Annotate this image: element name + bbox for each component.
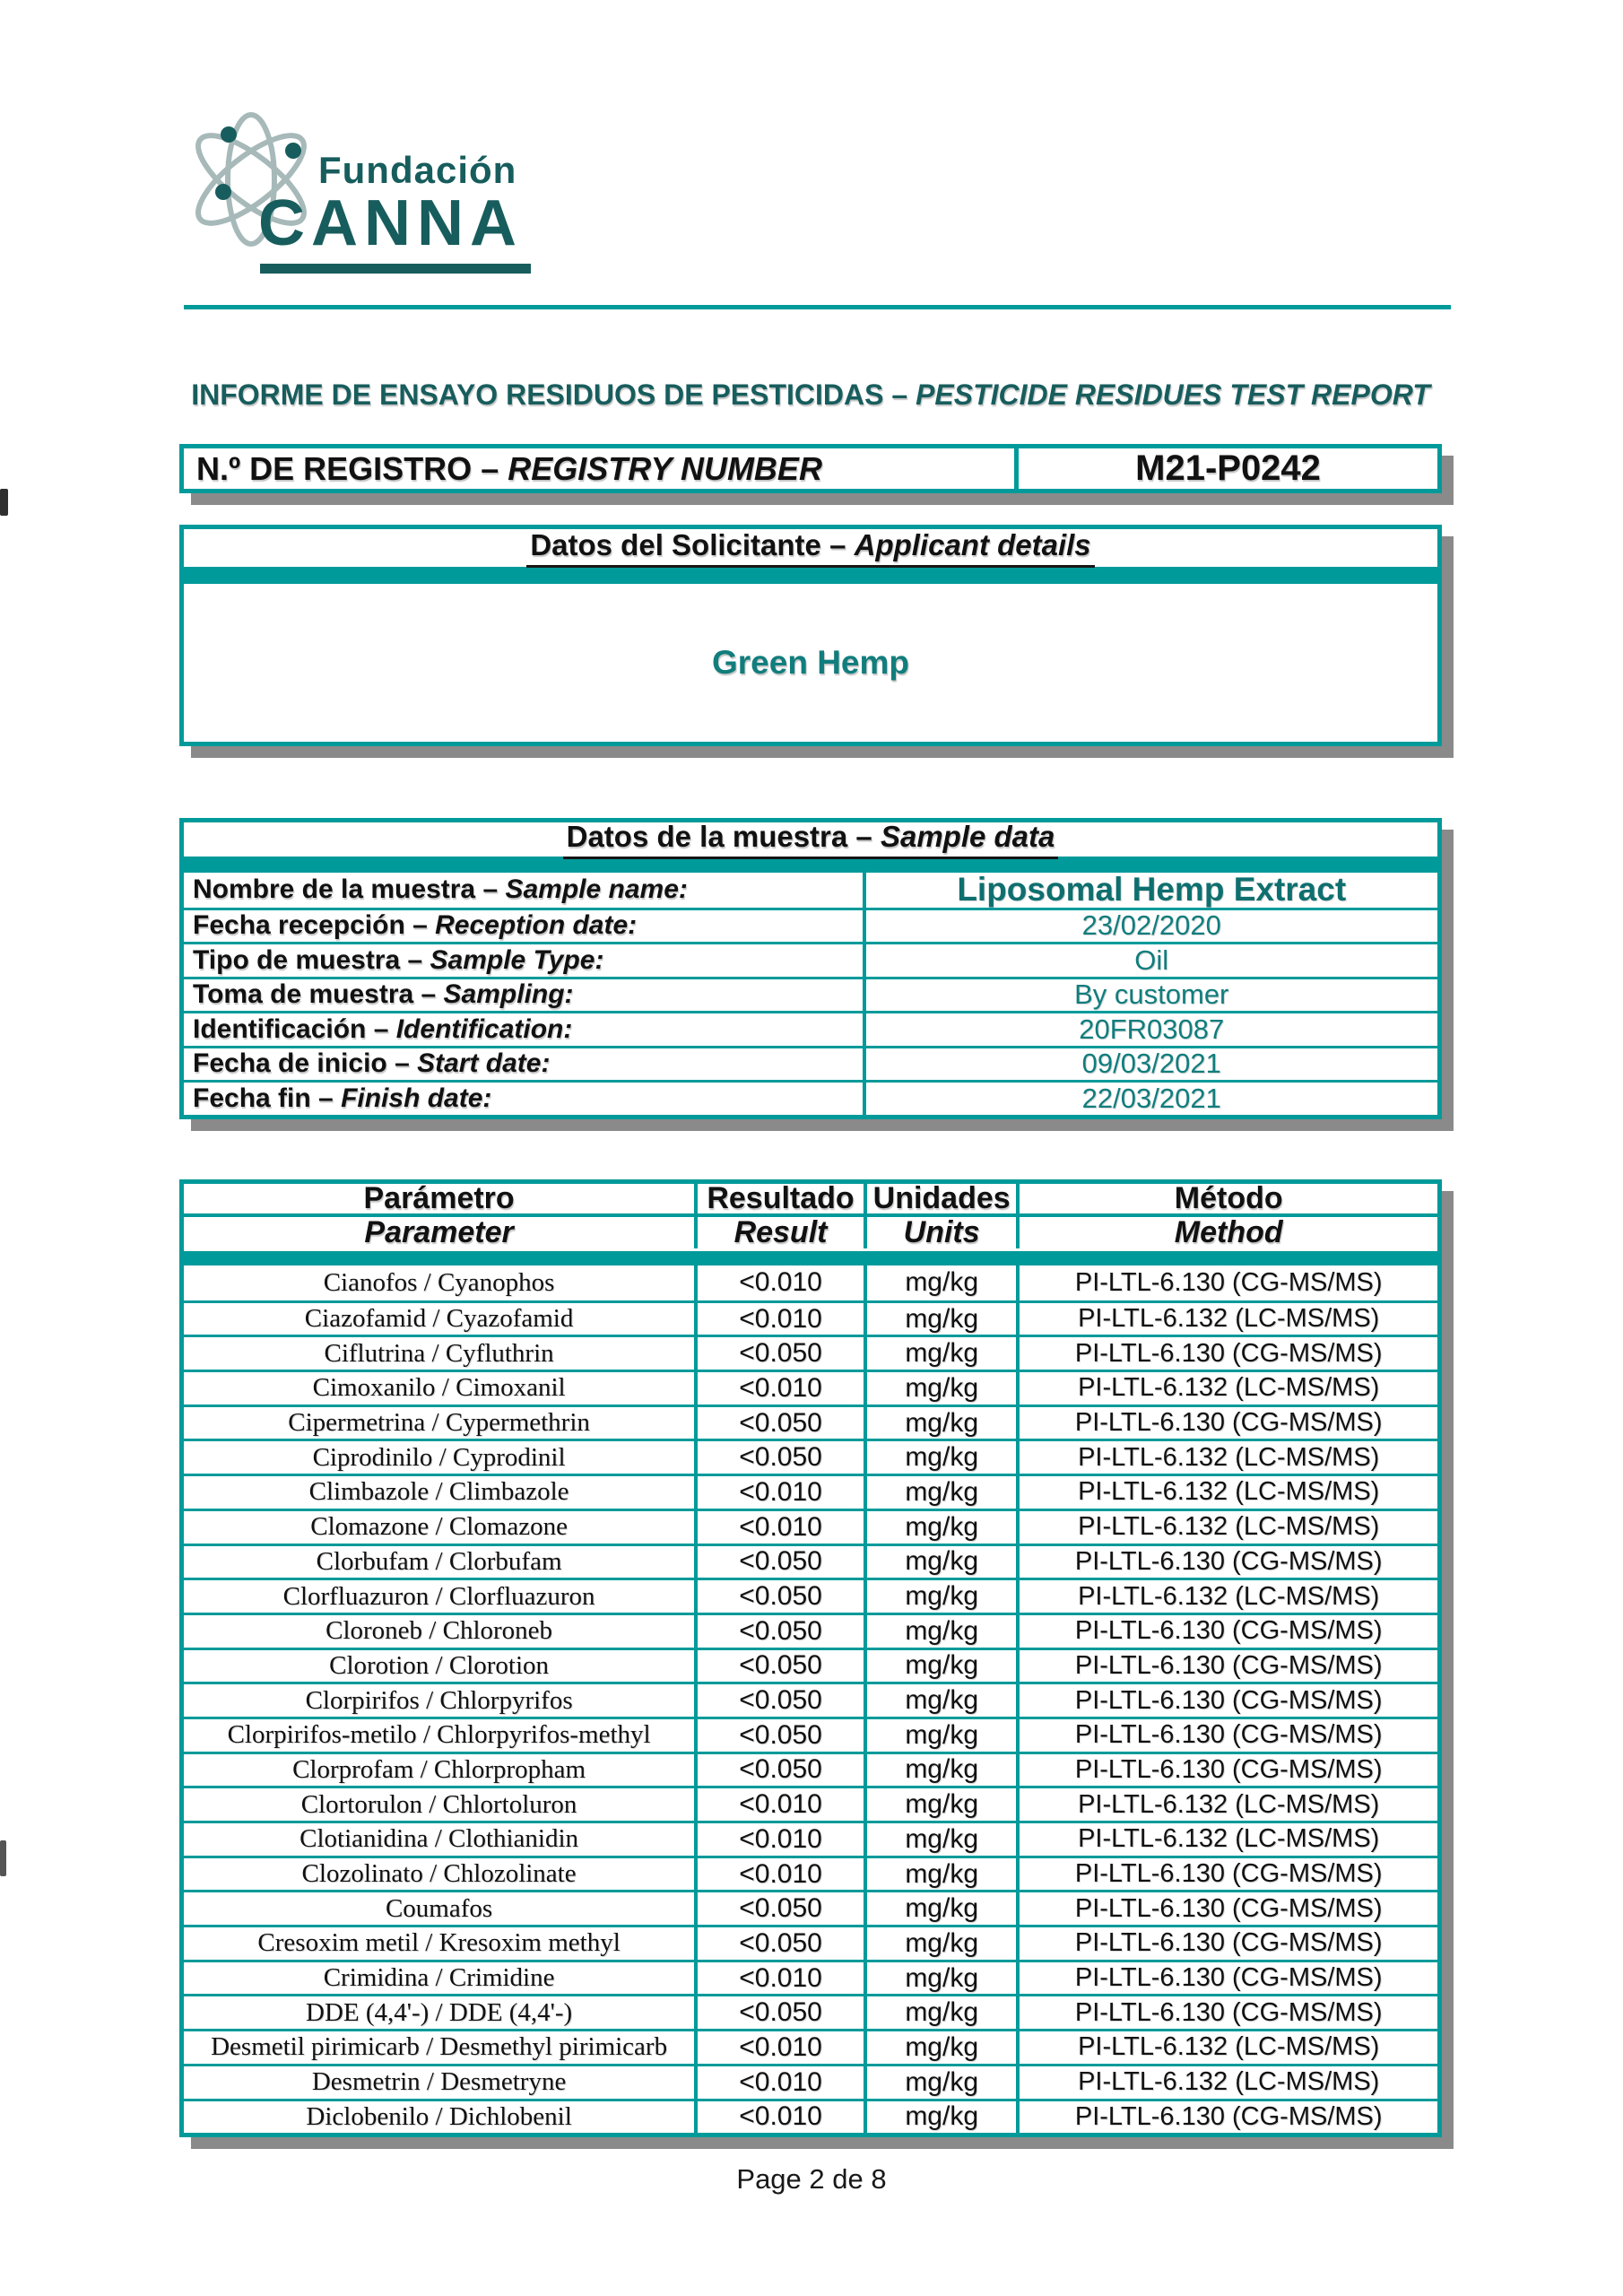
- result-value: <0.010: [698, 2031, 867, 2064]
- result-method: PI-LTL-6.130 (CG-MS/MS): [1074, 1893, 1383, 1923]
- registry-number-value: M21-P0242: [1135, 448, 1321, 488]
- registry-number-box: [179, 444, 1442, 493]
- result-row: [184, 1648, 1437, 1683]
- result-units: mg/kg: [867, 1372, 1020, 1405]
- results-header-band: [184, 1251, 1437, 1265]
- result-parameter: Clorpirifos-metilo / Chlorpyrifos-methyl: [184, 1719, 698, 1752]
- result-units: mg/kg: [867, 1546, 1020, 1578]
- result-row: [184, 1856, 1437, 1891]
- result-units: mg/kg: [867, 1441, 1020, 1474]
- result-parameter: Cimoxanilo / Cimoxanil: [184, 1372, 698, 1405]
- result-units: mg/kg: [867, 2031, 1020, 2064]
- col-header-unidades: Unidades: [867, 1184, 1020, 1213]
- applicant-name: Green Hemp: [711, 644, 909, 681]
- result-parameter: Ciazofamid / Cyazofamid: [184, 1303, 698, 1335]
- sample-row-value: 20FR03087: [1079, 1013, 1225, 1045]
- result-row: [184, 1544, 1437, 1578]
- result-method: PI-LTL-6.130 (CG-MS/MS): [1074, 1859, 1383, 1889]
- col-header-parameter: Parameter: [184, 1217, 698, 1248]
- sample-row: [184, 1011, 1437, 1046]
- result-units: mg/kg: [867, 1858, 1020, 1891]
- result-value: <0.050: [698, 1337, 867, 1370]
- results-rows: [184, 1265, 1437, 2133]
- sample-row-label: Fecha recepción – Reception date:: [184, 910, 866, 943]
- result-units: mg/kg: [867, 1303, 1020, 1335]
- result-row: [184, 2029, 1437, 2064]
- result-parameter: Clorpirifos / Chlorpyrifos: [184, 1684, 698, 1717]
- result-units: mg/kg: [867, 1511, 1020, 1544]
- result-value: <0.010: [698, 1372, 867, 1405]
- result-row: [184, 1821, 1437, 1856]
- result-value: <0.010: [698, 1962, 867, 1995]
- result-value: <0.050: [698, 1892, 867, 1925]
- result-parameter: Diclobenilo / Dichlobenil: [184, 2101, 698, 2134]
- result-row: [184, 1265, 1437, 1300]
- result-method: PI-LTL-6.130 (CG-MS/MS): [1074, 1650, 1383, 1680]
- result-row: [184, 2099, 1437, 2134]
- result-method: PI-LTL-6.132 (LC-MS/MS): [1078, 1373, 1380, 1403]
- registry-number-label: N.º DE REGISTRO – REGISTRY NUMBER: [184, 448, 1019, 489]
- result-value: <0.010: [698, 2101, 867, 2134]
- result-units: mg/kg: [867, 1754, 1020, 1787]
- result-units: mg/kg: [867, 1788, 1020, 1821]
- result-method: PI-LTL-6.130 (CG-MS/MS): [1074, 1997, 1383, 2027]
- result-units: mg/kg: [867, 1996, 1020, 2029]
- result-value: <0.050: [698, 1719, 867, 1752]
- result-value: <0.050: [698, 1546, 867, 1578]
- result-parameter: Ciprodinilo / Cyprodinil: [184, 1441, 698, 1474]
- result-units: mg/kg: [867, 1615, 1020, 1648]
- brand-name-bottom: CANNA: [258, 187, 523, 259]
- result-units: mg/kg: [867, 1823, 1020, 1856]
- sample-data-table: [179, 818, 1442, 1119]
- scan-artifact: [0, 489, 8, 516]
- result-method: PI-LTL-6.130 (CG-MS/MS): [1074, 2101, 1383, 2131]
- result-value: <0.010: [698, 2066, 867, 2099]
- sample-row: [184, 942, 1437, 977]
- result-row: [184, 1509, 1437, 1544]
- page-number: Page 2 de 8: [736, 2163, 887, 2195]
- result-method: PI-LTL-6.132 (LC-MS/MS): [1078, 2032, 1380, 2062]
- result-parameter: Crimidina / Crimidine: [184, 1962, 698, 1995]
- header-divider: [184, 305, 1451, 309]
- result-method: PI-LTL-6.132 (LC-MS/MS): [1078, 1304, 1380, 1334]
- scan-artifact: [0, 1840, 6, 1876]
- col-header-units: Units: [867, 1217, 1020, 1248]
- result-method: PI-LTL-6.130 (CG-MS/MS): [1074, 1928, 1383, 1958]
- result-parameter: Ciflutrina / Cyfluthrin: [184, 1337, 698, 1370]
- applicant-details-box: [179, 525, 1442, 746]
- sample-row: [184, 977, 1437, 1012]
- sample-row-label: Tipo de muestra – Sample Type:: [184, 944, 866, 977]
- sample-row-value: 23/02/2020: [1081, 909, 1221, 942]
- result-units: mg/kg: [867, 1265, 1020, 1300]
- result-value: <0.010: [698, 1303, 867, 1335]
- result-row: [184, 1405, 1437, 1439]
- applicant-details-title: Datos del Solicitante – Applicant details: [184, 529, 1437, 567]
- result-row: [184, 1613, 1437, 1648]
- applicant-body: [184, 584, 1437, 742]
- sample-row-label: Nombre de la muestra – Sample name:: [184, 873, 866, 908]
- sample-row-value: 22/03/2021: [1081, 1082, 1221, 1114]
- result-method: PI-LTL-6.132 (LC-MS/MS): [1078, 1789, 1380, 1819]
- result-method: PI-LTL-6.130 (CG-MS/MS): [1074, 1408, 1383, 1438]
- result-method: PI-LTL-6.130 (CG-MS/MS): [1074, 1685, 1383, 1715]
- result-parameter: Cresoxim metil / Kresoxim methyl: [184, 1927, 698, 1960]
- result-units: mg/kg: [867, 1719, 1020, 1752]
- sample-row-label: Fecha de inicio – Start date:: [184, 1048, 866, 1081]
- result-parameter: Desmetrin / Desmetryne: [184, 2066, 698, 2099]
- result-parameter: Cipermetrina / Cypermethrin: [184, 1407, 698, 1439]
- result-method: PI-LTL-6.130 (CG-MS/MS): [1074, 1616, 1383, 1646]
- sample-row: [184, 1080, 1437, 1115]
- result-parameter: Clotianidina / Clothianidin: [184, 1823, 698, 1856]
- sample-row: [184, 908, 1437, 943]
- sample-row-label: Fecha fin – Finish date:: [184, 1083, 866, 1115]
- applicant-header-band: [184, 567, 1437, 584]
- result-row: [184, 1682, 1437, 1717]
- result-value: <0.010: [698, 1858, 867, 1891]
- result-row: [184, 1474, 1437, 1509]
- result-value: <0.050: [698, 1684, 867, 1717]
- result-units: mg/kg: [867, 1580, 1020, 1613]
- col-header-resultado: Resultado: [698, 1184, 867, 1213]
- result-units: mg/kg: [867, 2101, 1020, 2134]
- page-title-es: INFORME DE ENSAYO RESIDUOS DE PESTICIDAS: [191, 378, 884, 411]
- result-method: PI-LTL-6.130 (CG-MS/MS): [1074, 1754, 1383, 1784]
- result-row: [184, 1335, 1437, 1370]
- result-value: <0.010: [698, 1511, 867, 1544]
- sample-row-value: 09/03/2021: [1081, 1048, 1221, 1080]
- result-units: mg/kg: [867, 1962, 1020, 1995]
- result-row: [184, 1578, 1437, 1613]
- result-parameter: Clorbufam / Clorbufam: [184, 1546, 698, 1578]
- result-units: mg/kg: [867, 1407, 1020, 1439]
- result-parameter: Clortorulon / Chlortoluron: [184, 1788, 698, 1821]
- sample-row-value: Oil: [1134, 944, 1169, 976]
- result-units: mg/kg: [867, 1650, 1020, 1683]
- sample-row: [184, 873, 1437, 908]
- result-row: [184, 2064, 1437, 2099]
- sample-row-label: Toma de muestra – Sampling:: [184, 979, 866, 1012]
- sample-row-value: Liposomal Hemp Extract: [957, 871, 1347, 909]
- result-units: mg/kg: [867, 1476, 1020, 1509]
- page-title: INFORME DE ENSAYO RESIDUOS DE PESTICIDAS – PESTICIDE RESIDUES TEST REPORT: [191, 378, 1430, 411]
- result-value: <0.010: [698, 1823, 867, 1856]
- result-parameter: Cianofos / Cyanophos: [184, 1265, 698, 1300]
- result-method: PI-LTL-6.132 (LC-MS/MS): [1078, 1824, 1380, 1854]
- result-row: [184, 1786, 1437, 1821]
- result-value: <0.050: [698, 1927, 867, 1960]
- col-header-method: Method: [1174, 1215, 1283, 1249]
- result-row: [184, 1370, 1437, 1405]
- result-units: mg/kg: [867, 1892, 1020, 1925]
- result-parameter: Cloroneb / Chloroneb: [184, 1615, 698, 1648]
- col-header-metodo: Método: [1174, 1181, 1283, 1215]
- result-value: <0.050: [698, 1996, 867, 2029]
- result-method: PI-LTL-6.130 (CG-MS/MS): [1074, 1963, 1383, 1993]
- result-parameter: Climbazole / Climbazole: [184, 1476, 698, 1509]
- brand-name-top: Fundación: [318, 149, 517, 191]
- result-method: PI-LTL-6.132 (LC-MS/MS): [1078, 1442, 1380, 1472]
- result-row: [184, 1752, 1437, 1787]
- col-header-parametro: Parámetro: [184, 1184, 698, 1213]
- result-units: mg/kg: [867, 2066, 1020, 2099]
- result-units: mg/kg: [867, 1927, 1020, 1960]
- result-value: <0.050: [698, 1615, 867, 1648]
- result-value: <0.050: [698, 1650, 867, 1683]
- result-row: [184, 1439, 1437, 1474]
- result-value: <0.050: [698, 1407, 867, 1439]
- result-row: [184, 1925, 1437, 1960]
- result-value: <0.010: [698, 1265, 867, 1300]
- sample-row: [184, 1046, 1437, 1081]
- results-header-en: [184, 1217, 1437, 1248]
- result-row: [184, 1717, 1437, 1752]
- result-row: [184, 1300, 1437, 1335]
- result-value: <0.050: [698, 1580, 867, 1613]
- result-method: PI-LTL-6.130 (CG-MS/MS): [1074, 1546, 1383, 1576]
- result-method: PI-LTL-6.132 (LC-MS/MS): [1078, 2067, 1380, 2097]
- results-header-es: [184, 1181, 1437, 1217]
- brand-logo: [184, 76, 668, 305]
- results-table: [179, 1179, 1442, 2137]
- result-row: [184, 1994, 1437, 2029]
- brand-underline: [260, 264, 531, 274]
- result-parameter: Clomazone / Clomazone: [184, 1511, 698, 1544]
- result-method: PI-LTL-6.132 (LC-MS/MS): [1078, 1477, 1380, 1507]
- page-title-en: PESTICIDE RESIDUES TEST REPORT: [916, 378, 1430, 411]
- result-value: <0.010: [698, 1788, 867, 1821]
- result-value: <0.050: [698, 1441, 867, 1474]
- result-row: [184, 1890, 1437, 1925]
- result-units: mg/kg: [867, 1337, 1020, 1370]
- sample-row-label: Identificación – Identification:: [184, 1013, 866, 1046]
- result-value: <0.010: [698, 1476, 867, 1509]
- result-method: PI-LTL-6.132 (LC-MS/MS): [1078, 1512, 1380, 1542]
- result-parameter: Coumafos: [184, 1892, 698, 1925]
- sample-row-value: By customer: [1074, 978, 1229, 1011]
- sample-rows: [184, 873, 1437, 1115]
- result-units: mg/kg: [867, 1684, 1020, 1717]
- col-header-result: Result: [698, 1217, 867, 1248]
- result-value: <0.050: [698, 1754, 867, 1787]
- result-parameter: Clorprofam / Chlorpropham: [184, 1754, 698, 1787]
- result-parameter: Clorfluazuron / Clorfluazuron: [184, 1580, 698, 1613]
- result-method: PI-LTL-6.130 (CG-MS/MS): [1074, 1720, 1383, 1750]
- sample-data-title: Datos de la muestra – Sample data: [184, 822, 1437, 857]
- result-parameter: DDE (4,4'-) / DDE (4,4'-): [184, 1996, 698, 2029]
- result-method: PI-LTL-6.132 (LC-MS/MS): [1078, 1581, 1380, 1611]
- result-parameter: Clorotion / Clorotion: [184, 1650, 698, 1683]
- result-method: PI-LTL-6.130 (CG-MS/MS): [1074, 1267, 1383, 1297]
- result-parameter: Clozolinato / Chlozolinate: [184, 1858, 698, 1891]
- result-method: PI-LTL-6.130 (CG-MS/MS): [1074, 1338, 1383, 1368]
- result-row: [184, 1960, 1437, 1995]
- result-parameter: Desmetil pirimicarb / Desmethyl pirimicarb: [184, 2031, 698, 2064]
